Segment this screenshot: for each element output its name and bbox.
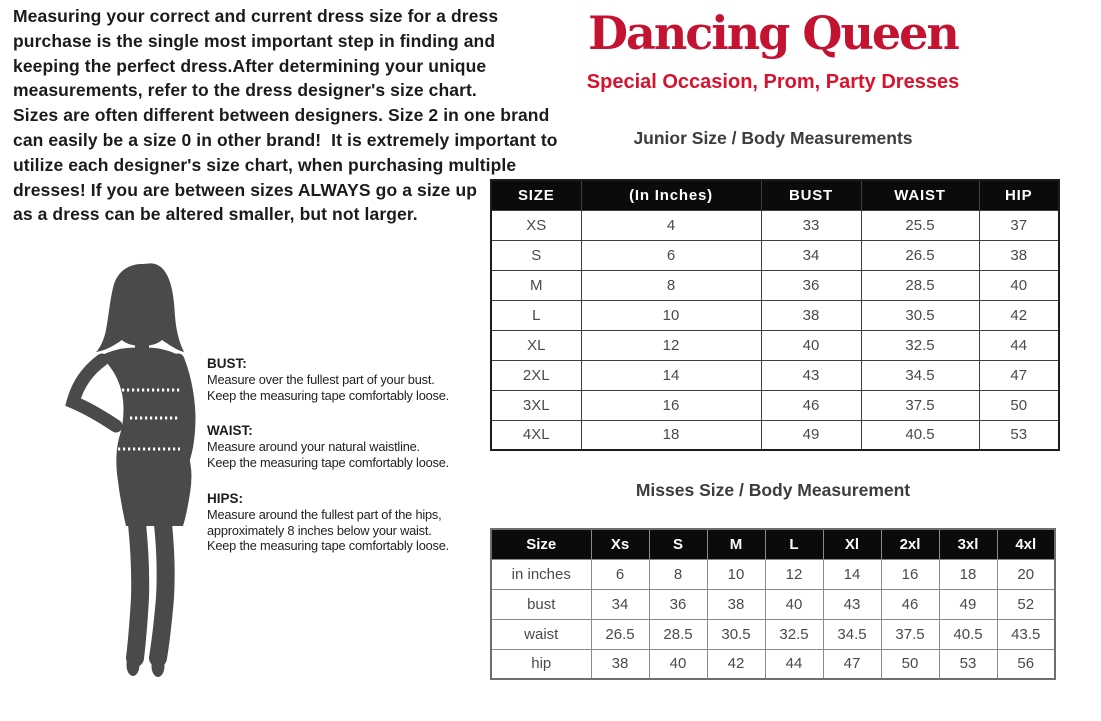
junior-size-table — [490, 179, 1060, 451]
table-cell: 8 — [581, 270, 761, 300]
header-cell: 4xl — [997, 529, 1055, 559]
intro-line: dresses! If you are between sizes ALWAYS go a size up — [13, 179, 478, 200]
table-cell: 40.5 — [861, 420, 979, 450]
table-cell: 56 — [997, 649, 1055, 679]
table-cell: 14 — [581, 360, 761, 390]
table-cell: 38 — [979, 240, 1059, 270]
junior-table-title: Junior Size / Body Measurements — [633, 128, 913, 148]
table-row — [491, 270, 1059, 300]
brand-tagline: Special Occasion, Prom, Party Dresses — [586, 71, 960, 93]
table-cell: 47 — [823, 649, 881, 679]
table-cell: 16 — [881, 559, 939, 589]
table-cell: 38 — [591, 649, 649, 679]
woman-silhouette — [42, 258, 202, 688]
table-row — [491, 360, 1059, 390]
instruction-line: Measure around your natural waistline. — [207, 439, 420, 455]
size-cell: S — [491, 240, 581, 270]
table-cell: 40 — [649, 649, 707, 679]
table-cell: 20 — [997, 559, 1055, 589]
instruction-line: Keep the measuring tape comfortably loose. — [207, 387, 449, 403]
header-cell: 3xl — [939, 529, 997, 559]
table-cell: 42 — [979, 300, 1059, 330]
waist-label: WAIST: — [207, 423, 253, 439]
header-cell: BUST — [761, 180, 861, 210]
table-cell: 28.5 — [861, 270, 979, 300]
table-cell: 36 — [761, 270, 861, 300]
table-cell: 4 — [581, 210, 761, 240]
table-cell: 30.5 — [861, 300, 979, 330]
table-cell: 37 — [979, 210, 1059, 240]
waist-instruction — [207, 423, 477, 470]
misses-size-table — [490, 528, 1056, 680]
table-row — [491, 649, 1055, 679]
table-row — [491, 420, 1059, 450]
intro-line: purchase is the single most important step in finding and — [13, 30, 496, 51]
size-cell: L — [491, 300, 581, 330]
table-cell: 12 — [765, 559, 823, 589]
header-cell: SIZE — [491, 180, 581, 210]
size-cell: XS — [491, 210, 581, 240]
table-cell: 40 — [761, 330, 861, 360]
table-cell: 6 — [581, 240, 761, 270]
header-cell: M — [707, 529, 765, 559]
silhouette-right-leg — [158, 524, 166, 658]
intro-line: keeping the perfect dress.After determining your unique — [13, 55, 487, 76]
table-cell: 50 — [881, 649, 939, 679]
table-cell: 37.5 — [881, 619, 939, 649]
table-cell: 40 — [979, 270, 1059, 300]
table-row — [491, 330, 1059, 360]
misses-table-title: Misses Size / Body Measurement — [635, 480, 911, 500]
instruction-line: Measure around the fullest part of the hips, — [207, 506, 442, 522]
table-cell: 40.5 — [939, 619, 997, 649]
instruction-line: Keep the measuring tape comfortably loose. — [207, 538, 449, 554]
table-cell: 43 — [823, 589, 881, 619]
table-row — [491, 240, 1059, 270]
row-label-cell: hip — [491, 649, 591, 679]
measuring-instructions — [207, 356, 477, 574]
intro-line: can easily be a size 0 in other brand! It is extremely important to — [13, 129, 558, 150]
header-cell: (In Inches) — [581, 180, 761, 210]
instruction-line: approximately 8 inches below your waist. — [207, 522, 432, 538]
table-cell: 46 — [761, 390, 861, 420]
header-cell: L — [765, 529, 823, 559]
table-cell: 33 — [761, 210, 861, 240]
row-label-cell: bust — [491, 589, 591, 619]
table-row — [491, 210, 1059, 240]
table-cell: 34.5 — [861, 360, 979, 390]
row-label-cell: in inches — [491, 559, 591, 589]
instruction-line: Keep the measuring tape comfortably loose. — [207, 455, 449, 471]
table-cell: 10 — [707, 559, 765, 589]
intro-line: measurements, refer to the dress designer's size chart. — [13, 80, 477, 101]
table-cell: 40 — [765, 589, 823, 619]
size-cell: 3XL — [491, 390, 581, 420]
table-cell: 43 — [761, 360, 861, 390]
table-cell: 50 — [979, 390, 1059, 420]
table-row — [491, 300, 1059, 330]
intro-line: utilize each designer's size chart, when purchasing multiple — [13, 154, 517, 175]
table-cell: 34.5 — [823, 619, 881, 649]
header-cell: Size — [491, 529, 591, 559]
size-cell: 4XL — [491, 420, 581, 450]
table-row — [491, 589, 1055, 619]
table-cell: 6 — [591, 559, 649, 589]
table-cell: 49 — [939, 589, 997, 619]
intro-paragraph — [13, 4, 558, 227]
table-cell: 18 — [939, 559, 997, 589]
header-cell: Xs — [591, 529, 649, 559]
table-cell: 38 — [761, 300, 861, 330]
silhouette-left-leg — [135, 524, 140, 658]
intro-line: Sizes are often different between designers. Size 2 in one brand — [13, 105, 550, 126]
bust-label: BUST: — [207, 356, 247, 371]
table-cell: 12 — [581, 330, 761, 360]
header-cell: Xl — [823, 529, 881, 559]
table-cell: 53 — [979, 420, 1059, 450]
table-cell: 28.5 — [649, 619, 707, 649]
table-cell: 26.5 — [861, 240, 979, 270]
header-cell: WAIST — [861, 180, 979, 210]
table-cell: 10 — [581, 300, 761, 330]
table-cell: 46 — [881, 589, 939, 619]
table-cell: 16 — [581, 390, 761, 420]
table-cell: 49 — [761, 420, 861, 450]
hips-instruction — [207, 491, 477, 554]
silhouette-left-arm — [73, 360, 116, 426]
table-cell: 25.5 — [861, 210, 979, 240]
size-cell: XL — [491, 330, 581, 360]
table-cell: 26.5 — [591, 619, 649, 649]
table-cell: 32.5 — [765, 619, 823, 649]
table-cell: 44 — [979, 330, 1059, 360]
header-cell: HIP — [979, 180, 1059, 210]
table-cell: 42 — [707, 649, 765, 679]
table-row — [491, 619, 1055, 649]
table-cell: 37.5 — [861, 390, 979, 420]
intro-line: as a dress can be altered smaller, but not larger. — [13, 204, 418, 225]
table-cell: 36 — [649, 589, 707, 619]
table-cell: 14 — [823, 559, 881, 589]
silhouette-left-foot — [127, 654, 140, 676]
table-cell: 34 — [591, 589, 649, 619]
misses-header-row — [491, 529, 1055, 559]
intro-line: Measuring your correct and current dress size for a dress — [13, 6, 499, 26]
bust-instruction — [207, 356, 477, 403]
table-cell: 30.5 — [707, 619, 765, 649]
table-cell: 18 — [581, 420, 761, 450]
junior-header-row — [491, 180, 1059, 210]
table-row — [491, 390, 1059, 420]
table-cell: 34 — [761, 240, 861, 270]
size-cell: M — [491, 270, 581, 300]
table-cell: 38 — [707, 589, 765, 619]
table-cell: 52 — [997, 589, 1055, 619]
table-cell: 44 — [765, 649, 823, 679]
row-label-cell: waist — [491, 619, 591, 649]
table-cell: 47 — [979, 360, 1059, 390]
header-cell: 2xl — [881, 529, 939, 559]
brand-header — [518, 2, 1028, 94]
instruction-line: Measure over the fullest part of your bust. — [207, 372, 435, 387]
table-cell: 53 — [939, 649, 997, 679]
table-cell: 43.5 — [997, 619, 1055, 649]
hips-label: HIPS: — [207, 490, 244, 506]
table-cell: 8 — [649, 559, 707, 589]
table-cell: 32.5 — [861, 330, 979, 360]
header-cell: S — [649, 529, 707, 559]
size-cell: 2XL — [491, 360, 581, 390]
table-row — [491, 559, 1055, 589]
silhouette-right-foot — [152, 655, 165, 677]
brand-logo: Dancing Queen — [588, 6, 958, 60]
